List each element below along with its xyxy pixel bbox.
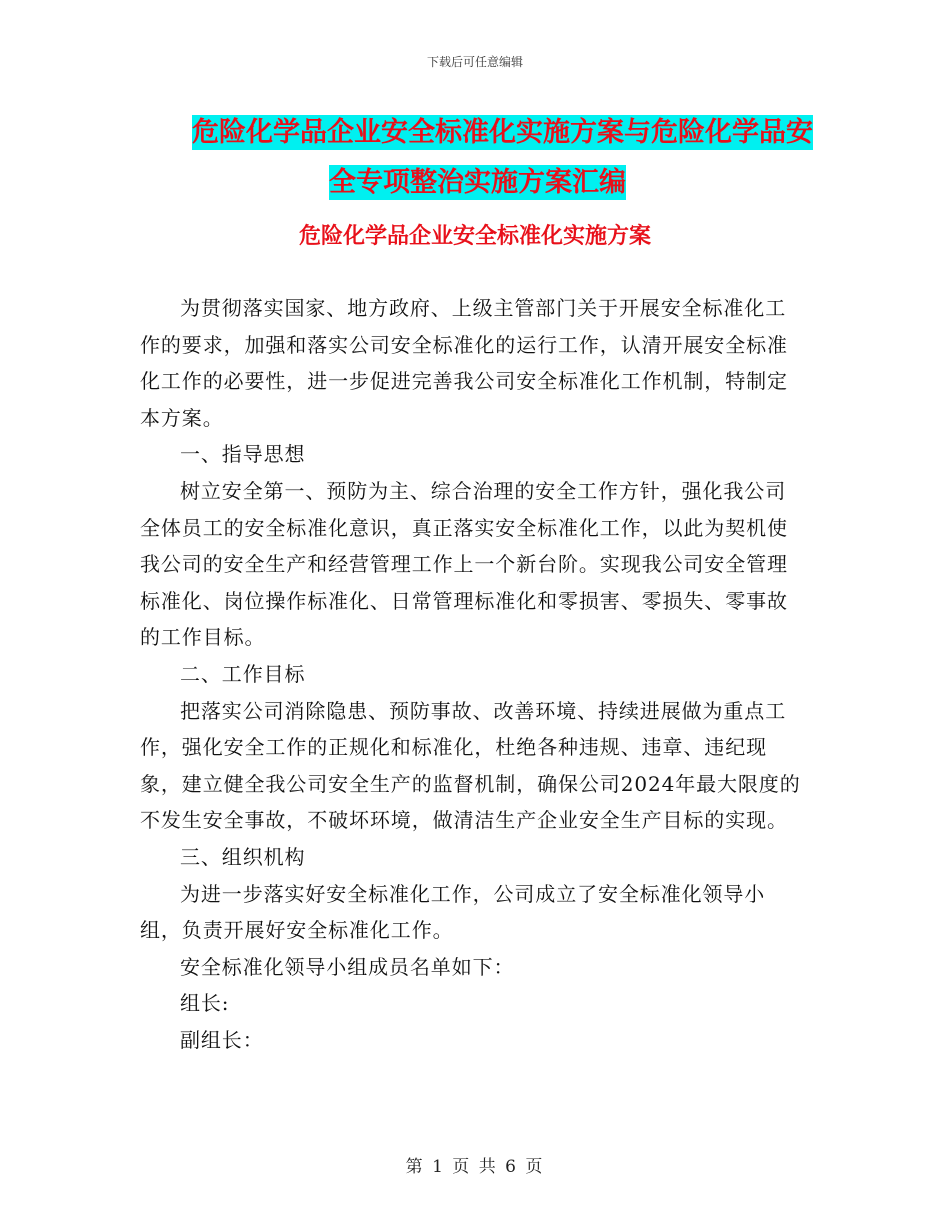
paragraph-deputy-leader: 副组长： xyxy=(180,1027,264,1052)
paragraph-guiding-ideology: 树立安全第一、预防为主、综合治理的安全工作方针，强化我公司全体员工的安全标准化意识，真正落实安全标准化工作，以此为契机使我公司的安全生产和经营管理工作上一个新台阶。实现我公司安全管理标准化、岗位操作标准化、日常管理标准化和零损害、零损失、零事故的工作目标。 xyxy=(140,478,788,650)
header-note: 下载后可任意编辑 xyxy=(426,55,523,69)
paragraph-member-list: 安全标准化领导小组成员名单如下： xyxy=(180,954,515,979)
paragraph-work-goals: 把落实公司消除隐患、预防事故、改善环境、持续进展做为重点工作，强化安全工作的正规化和标准化，杜绝各种违规、违章、违纪现象，建立健全我公司安全生产的监督机制，确保公司2024年最大限度的不发生安全事故，不破坏环境，做清洁生产企业安全生产目标的实现。 xyxy=(140,698,801,833)
heading-guiding-ideology: 一、指导思想 xyxy=(180,442,306,467)
heading-organization: 三、组织机构 xyxy=(180,844,306,869)
document-body xyxy=(140,290,802,1058)
paragraph-organization: 为进一步落实好安全标准化工作，公司成立了安全标准化领导小组，负责开展好安全标准化工作。 xyxy=(140,881,766,943)
document-title xyxy=(150,108,850,208)
section-title: 危险化学品企业安全标准化实施方案 xyxy=(298,223,651,249)
page-footer: 第 1 页 共 6 页 xyxy=(405,1157,545,1177)
document-title-line-1: 危险化学品企业安全标准化实施方案与危险化学品安 xyxy=(192,117,813,148)
document-title-line-2: 全专项整治实施方案汇编 xyxy=(329,167,626,198)
paragraph-intro: 为贯彻落实国家、地方政府、上级主管部门关于开展安全标准化工作的要求，加强和落实公司安全标准化的运行工作，认清开展安全标准化工作的必要性，进一步促进完善我公司安全标准化工作机制，特制定本方案。 xyxy=(140,296,788,430)
paragraph-leader: 组长: xyxy=(180,991,230,1016)
heading-work-goals: 二、工作目标 xyxy=(180,661,306,686)
